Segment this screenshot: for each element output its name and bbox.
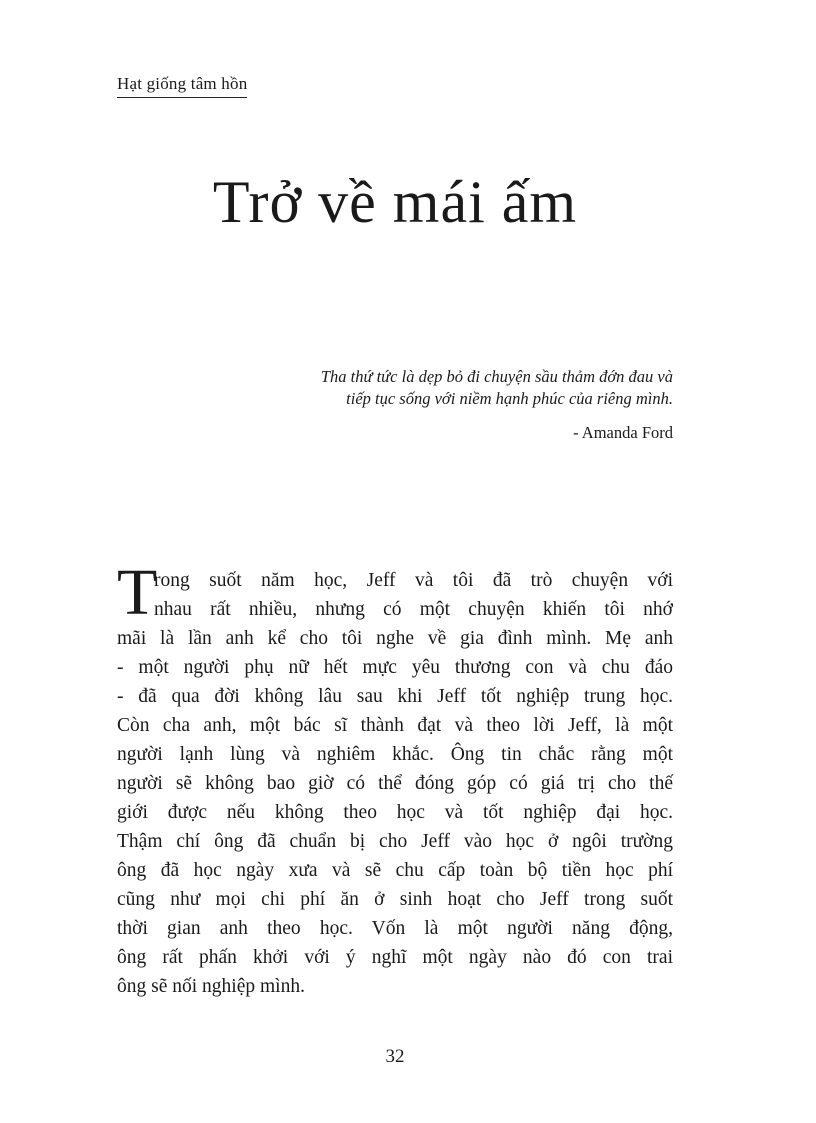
body-line: cũng như mọi chi phí ăn ở sinh hoạt cho Jeff trong suốt bbox=[117, 889, 673, 910]
body-line: ông sẽ nối nghiệp mình. bbox=[117, 976, 305, 997]
body-line: thời gian anh theo học. Vốn là một người năng động, bbox=[117, 918, 673, 939]
body-line: ông rất phấn khởi với ý nghĩ một ngày nào đó con trai bbox=[117, 947, 673, 968]
chapter-title: Trở về mái ấm bbox=[212, 169, 578, 235]
body-line: Thậm chí ông đã chuẩn bị cho Jeff vào học ở ngôi trường bbox=[117, 831, 673, 852]
body-line: mãi là lần anh kể cho tôi nghe về gia đình mình. Mẹ anh bbox=[117, 628, 673, 649]
body-line: rong suốt năm học, Jeff và tôi đã trò chuyện với bbox=[154, 570, 673, 591]
body-line: Còn cha anh, một bác sĩ thành đạt và theo lời Jeff, là một bbox=[117, 715, 673, 736]
body-line: ông đã học ngày xưa và sẽ chu cấp toàn bộ tiền học phí bbox=[117, 860, 673, 881]
epigraph-line-2: tiếp tục sống với niềm hạnh phúc của riêng mình. bbox=[346, 389, 673, 408]
epigraph bbox=[200, 366, 673, 444]
body-line: - đã qua đời không lâu sau khi Jeff tốt nghiệp trung học. bbox=[117, 686, 673, 707]
page-number: 32 bbox=[385, 1046, 405, 1067]
epigraph-line-1: Tha thứ tức là dẹp bỏ đi chuyện sầu thảm đớn đau và bbox=[320, 367, 673, 386]
epigraph-author: - Amanda Ford bbox=[573, 423, 673, 442]
body-line: nhau rất nhiều, nhưng có một chuyện khiến tôi nhớ bbox=[154, 599, 673, 620]
running-header: Hạt giống tâm hồn bbox=[117, 74, 247, 98]
drop-cap: T bbox=[117, 556, 158, 629]
body-line: giới được nếu không theo học và tốt nghiệp đại học. bbox=[117, 802, 673, 823]
body-line: người sẽ không bao giờ có thể đóng góp có giá trị cho thế bbox=[117, 773, 673, 794]
body-paragraph bbox=[117, 566, 673, 1001]
body-line: - một người phụ nữ hết mực yêu thương con và chu đáo bbox=[117, 657, 673, 678]
body-line: người lạnh lùng và nghiêm khắc. Ông tin chắc rằng một bbox=[117, 744, 673, 765]
